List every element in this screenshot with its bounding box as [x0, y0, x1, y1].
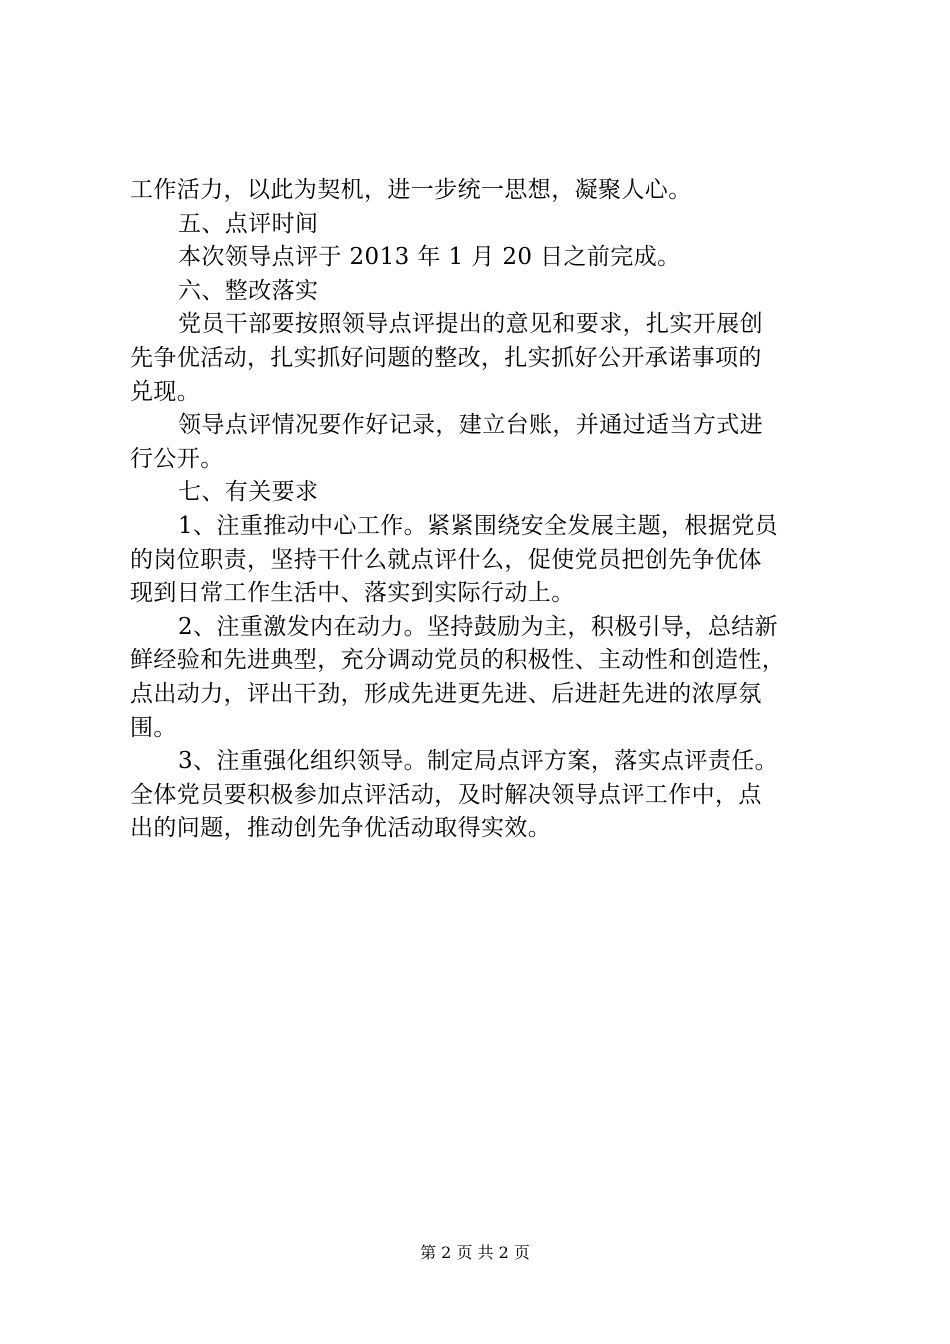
section-heading: 七、有关要求 — [178, 479, 319, 506]
text-line: 围。 — [130, 714, 177, 741]
text-line: 现到日常工作生活中、落实到实际行动上。 — [130, 580, 575, 607]
document-body — [130, 174, 830, 846]
text-line: 全体党员要积极参加点评活动，及时解决领导点评工作中，点 — [130, 781, 762, 808]
text-line: 2、注重激发内在动力。坚持鼓励为主，积极引导，总结新 — [178, 613, 779, 640]
text-line: 鲜经验和先进典型，充分调动党员的积极性、主动性和创造性， — [130, 647, 786, 674]
text-line: 点出动力，评出干劲，形成先进更先进、后进赶先进的浓厚氛 — [130, 680, 762, 707]
page-footer — [0, 1242, 950, 1264]
text-line: 的岗位职责，坚持干什么就点评什么，促使党员把创先争优体 — [130, 546, 762, 573]
text-line: 党员干部要按照领导点评提出的意见和要求，扎实开展创 — [178, 311, 763, 338]
text-line: 本次领导点评于 2013 年 1 月 20 日之前完成。 — [178, 244, 681, 271]
text-line: 3、注重强化组织领导。制定局点评方案，落实点评责任。 — [178, 748, 779, 775]
text-line: 出的问题，推动创先争优活动取得实效。 — [130, 815, 552, 842]
section-heading: 六、整改落实 — [178, 277, 319, 304]
text-line: 领导点评情况要作好记录，建立台账，并通过适当方式进 — [178, 412, 763, 439]
section-heading: 五、点评时间 — [178, 210, 319, 237]
page-number: 第 2 页 共 2 页 — [420, 1243, 530, 1262]
text-line: 先争优活动，扎实抓好问题的整改，扎实抓好公开承诺事项的 — [130, 344, 762, 371]
text-line: 行公开。 — [130, 445, 224, 472]
text-line: 工作活力，以此为契机，进一步统一思想，凝聚人心。 — [130, 177, 692, 203]
text-line: 兑现。 — [130, 378, 201, 405]
text-line: 1、注重推动中心工作。紧紧围绕安全发展主题，根据党员 — [178, 512, 779, 539]
